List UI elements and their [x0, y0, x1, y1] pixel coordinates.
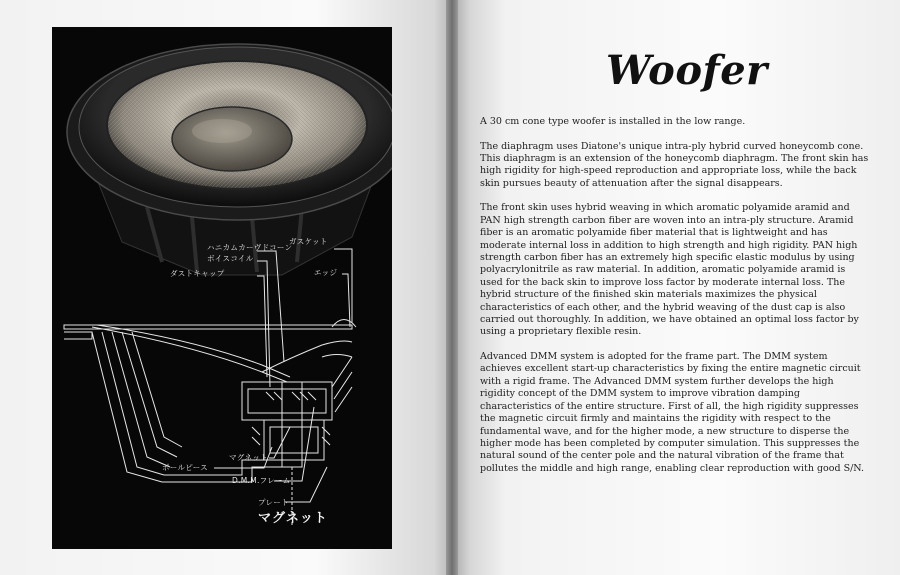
- label-pole-piece: ポールピース: [162, 463, 208, 472]
- label-magnet-large: マグネット: [258, 511, 328, 526]
- woofer-illustration: [52, 27, 392, 549]
- label-edge: エッジ: [314, 268, 338, 277]
- page-title: Woofer: [606, 47, 768, 94]
- label-honeycomb-cone: ハニカムカーヴドコーン: [207, 243, 293, 252]
- paragraph-front-skin: The front skin uses hybrid weaving in which aromatic polyamide aramid and PAN high strength carbon fiber are woven into an intra-ply structure. Aramid fiber is an aromatic polyamide fiber material that is lightweight and has moderate internal loss in addition to high strength and high rigidity. PAN high strength carbon fiber has an extremely high specific elastic modulus by using polyacrylonitrile as raw material. In addition, aromatic polyamide aramid is used for the back skin to improve loss factor by moderate internal loss. The hybrid structure of the finished skin materials maximizes the physical characteristics of each other, and the hybrid weaving of the dust cap is also carried out thoroughly. In addition, we have obtained an optimal loss factor by using a proprietary flexible resin.: [480, 202, 859, 338]
- paragraph-diaphragm: The diaphragm uses Diatone's unique intra-ply hybrid curved honeycomb cone. This diaphragm is an extension of the honeycomb diaphragm. The front skin has high rigidity for high-speed reproduction and appropriate loss, while the back skin pursues beauty of attenuation after the signal disappears.: [480, 140, 869, 189]
- cross-section-diagram: [64, 249, 356, 527]
- label-gasket: ガスケット: [289, 237, 328, 246]
- paragraph-dmm-system: Advanced DMM system is adopted for the frame part. The DMM system achieves excellent start-up characteristics by fixing the entire magnetic circuit with a rigid frame. The Advanced DMM system further develops the high rigidity concept of the DMM system to improve vibration damping characteristics of the entire structure. First of all, the high rigidity suppresses the magnetic circuit firmly and maintains the rigidity with respect to the fundamental wave, and for the higher mode, a new structure to disperse the higher mode has been completed by computer simulation. This suppresses the natural sound of the center pole and the natural vibration of the frame that pollutes the middle and high range, enabling clear reproduction with good S/N.: [480, 351, 865, 474]
- woofer-photo: [52, 27, 392, 549]
- paragraph-intro: A 30 cm cone type woofer is installed in the low range.: [480, 116, 746, 127]
- article-body: [480, 116, 870, 487]
- label-magnet: マグネット: [229, 453, 268, 462]
- book-spine: [446, 0, 458, 575]
- label-voice-coil: ボイスコイル: [207, 254, 254, 263]
- label-dust-cap: ダストキャップ: [170, 269, 225, 278]
- label-plate: プレート: [258, 498, 289, 507]
- label-dmm-frame: D.M.M.フレーム: [232, 476, 291, 485]
